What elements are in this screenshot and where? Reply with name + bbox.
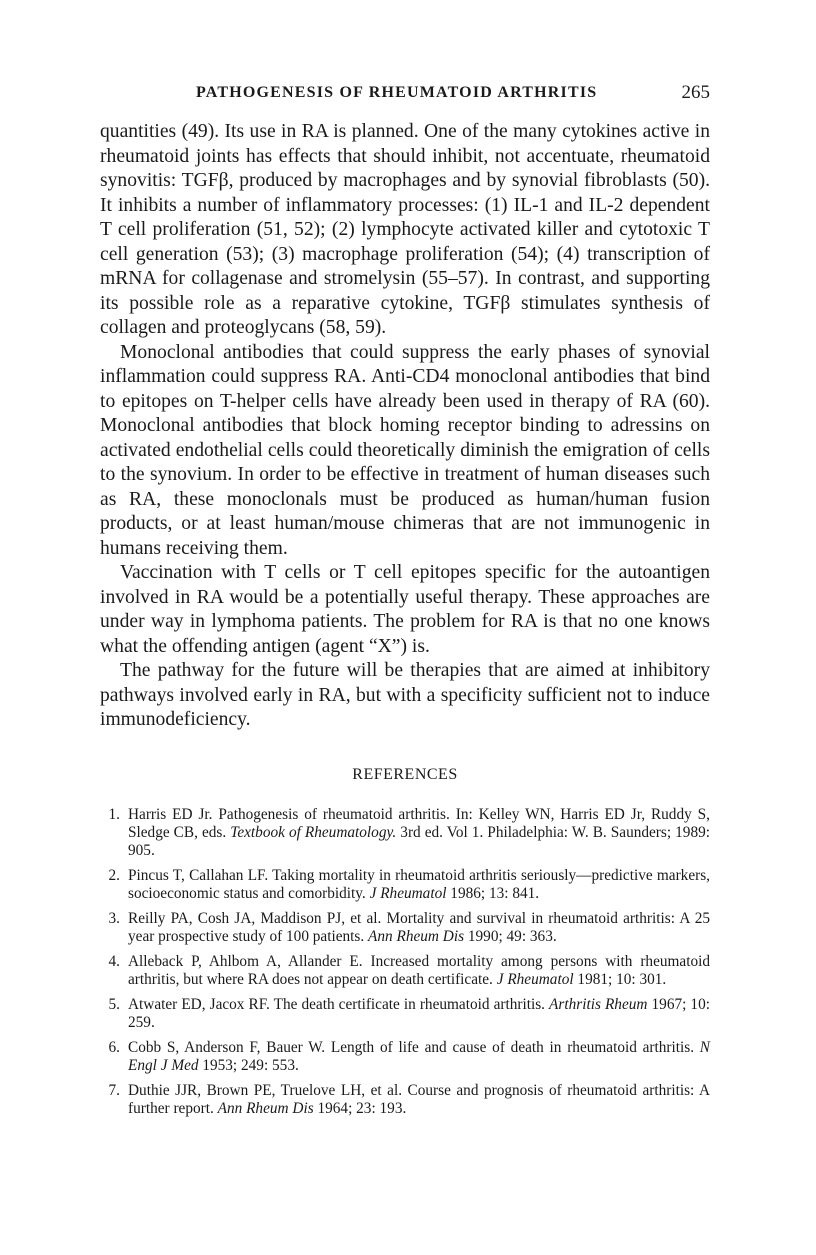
reference-citation: 1964; 23: 193.	[313, 1100, 407, 1117]
reference-text: Reilly PA, Cosh JA, Maddison PJ, et al. Mortality and survival in rheumatoid arthritis: A 25 year prospective study of 100 patients.	[128, 910, 710, 945]
running-title: PATHOGENESIS OF RHEUMATOID ARTHRITIS	[196, 84, 598, 101]
reference-citation: 1953; 249: 553.	[198, 1057, 299, 1074]
references-list	[100, 806, 710, 1125]
reference-journal: J Rheumatol	[369, 885, 447, 902]
reference-number: 3.	[108, 910, 120, 927]
reference-journal: Arthritis Rheum	[549, 996, 648, 1013]
reference-text: Alleback P, Ahlbom A, Allander E. Increased mortality among persons with rheumatoid arthritis, but where RA does not appear on death certificate.	[128, 953, 710, 988]
body-paragraph: Vaccination with T cells or T cell epitopes specific for the autoantigen involved in RA would be a potentially useful therapy. These approaches are under way in lymphoma patients. The problem for RA is that no one knows what the offending antigen (agent “X”) is.	[100, 562, 710, 657]
body-text	[100, 120, 710, 733]
reference-number: 4.	[108, 953, 120, 970]
reference-text: Atwater ED, Jacox RF. The death certificate in rheumatoid arthritis.	[128, 996, 550, 1013]
reference-text: Duthie JJR, Brown PE, Truelove LH, et al. Course and prognosis of rheumatoid arthritis: A further report.	[128, 1082, 710, 1117]
reference-citation: 1986; 13: 841.	[446, 885, 540, 902]
reference-item	[100, 1039, 710, 1075]
reference-text: Pincus T, Callahan LF. Taking mortality in rheumatoid arthritis seriously—predictive markers, socioeconomic status and comorbidity.	[128, 867, 710, 902]
page-number: 265	[681, 82, 710, 103]
running-head	[100, 84, 710, 110]
reference-item	[100, 910, 710, 946]
reference-journal: Ann Rheum Dis	[368, 928, 465, 945]
reference-journal: J Rheumatol	[496, 971, 574, 988]
reference-item	[100, 806, 710, 860]
reference-number: 1.	[108, 806, 120, 823]
reference-number: 7.	[108, 1082, 120, 1099]
reference-journal: Textbook of Rheumatology.	[230, 824, 397, 841]
reference-citation: 1981; 10: 301.	[573, 971, 667, 988]
reference-citation: 1967; 10: 259.	[128, 996, 710, 1031]
reference-text: Harris ED Jr. Pathogenesis of rheumatoid arthritis. In: Kelley WN, Harris ED Jr, Ruddy S, Sledge CB, eds.	[128, 806, 710, 841]
reference-item	[100, 867, 710, 903]
reference-number: 5.	[108, 996, 120, 1013]
body-paragraph: quantities (49). Its use in RA is planned. One of the many cytokines active in rheumatoid joints has effects that should inhibit, not accentuate, rheumatoid synovitis: TGFβ, produced by macrophages and by synovial fibroblasts (50). It inhibits a number of inflammatory processes: (1) IL-1 and IL-2 dependent T cell proliferation (51, 52); (2) lymphocyte activated killer and cytotoxic T cell generation (53); (3) macrophage proliferation (54); (4) transcription of mRNA for collagenase and stromelysin (55–57). In contrast, and supporting its possible role as a reparative cytokine, TGFβ stimulates synthesis of collagen and proteoglycans (58, 59).	[100, 121, 710, 338]
reference-item	[100, 953, 710, 989]
body-paragraph: Monoclonal antibodies that could suppress the early phases of synovial inflammation could suppress RA. Anti-CD4 monoclonal antibodies that bind to epitopes on T-helper cells have already been used in therapy of RA (60). Monoclonal antibodies that block homing receptor binding to adressins on activated endothelial cells could theoretically diminish the emigration of cells to the synovium. In order to be effective in treatment of human diseases such as RA, these monoclonals must be produced as human/human fusion products, or at least human/mouse chimeras that are not immunogenic in humans receiving them.	[100, 341, 710, 559]
body-paragraph: The pathway for the future will be therapies that are aimed at inhibitory pathways involved early in RA, but with a specificity sufficient not to induce immunodeficiency.	[100, 660, 710, 730]
reference-journal: N Engl J Med	[128, 1039, 710, 1074]
reference-number: 2.	[108, 867, 120, 884]
references-heading: REFERENCES	[352, 766, 458, 783]
reference-item	[100, 996, 710, 1032]
reference-citation: 3rd ed. Vol 1. Philadelphia: W. B. Saunders; 1989: 905.	[128, 824, 710, 859]
reference-text: Cobb S, Anderson F, Bauer W. Length of life and cause of death in rheumatoid arthritis.	[128, 1039, 700, 1056]
reference-journal: Ann Rheum Dis	[217, 1100, 314, 1117]
reference-item	[100, 1082, 710, 1118]
reference-number: 6.	[108, 1039, 120, 1056]
reference-citation: 1990; 49: 363.	[464, 928, 557, 945]
